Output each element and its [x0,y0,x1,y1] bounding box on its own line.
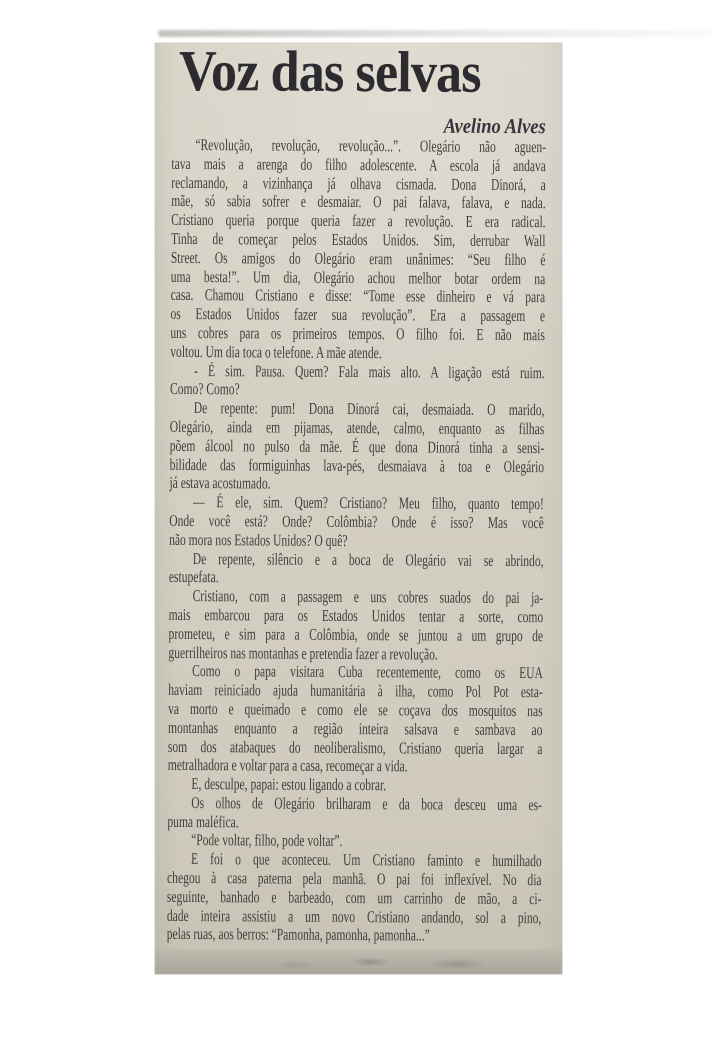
text-line: Como? Como? [170,379,240,399]
text-line: casa. Chamou Cristiano e disse: “Tome esse dinheiro e vá para [170,285,546,307]
text-line: Tinha de começar pelos Estados Unidos. Sim, derrubar Wall [170,228,546,251]
text-line: va morto e queimado e como ele se coçava dos mosquitos nas [168,698,543,721]
text-line: seguinte, banhado e barbeado, com um carrinho de mão, a ci- [166,886,542,909]
text-line: tava mais a arenga do filho adolescente. A escola já andava [171,153,546,176]
text-line: os Estados Unidos fazer sua revolução”. Era a passagem e [170,304,546,326]
paragraph [169,399,544,495]
text-line: puma maléfica. [167,811,239,832]
text-line: estupefata. [168,567,219,587]
text-line: Cristiano, com a passagem e uns cobres suados do pai ja- [192,586,544,608]
paragraph [170,136,546,364]
text-line: De repente: pum! Dona Dinorá cai, desmaiada. O marido, [193,398,545,420]
text-line: dade inteira assistiu a um novo Cristiano andando, sol a pino, [166,905,542,927]
article-byline: Avelino Alves [443,113,546,139]
paragraph [169,549,544,589]
paragraph [167,850,542,946]
text-line: uma besta!”. Um dia, Olegário achou melhor botar ordem na [170,266,546,288]
text-line: montanhas enquanto a região inteira salsava e sambava ao [167,717,543,739]
text-line: guerrilheiros nas montanhas e pretendia fazer a revolução. [168,642,438,664]
article-title: Voz das selvas [178,37,481,105]
article-body [167,136,546,947]
text-line: Onde você está? Onde? Colômbia? Onde é isso? Mas você [169,510,544,533]
text-line: “Pode voltar, filho, pode voltar”. [191,830,343,851]
text-line: metralhadora e voltar para a casa, recomeçar a vida. [167,755,408,776]
text-line: haviam reiniciado ajuda humanitária à ilha, como Pol Pot esta- [168,680,543,702]
text-line: som dos atabaques do neoliberalismo, Cristiano queria largar a [167,736,543,758]
text-line: - É sim. Pausa. Quem? Fala mais alto. A ligação está ruim. [193,360,545,382]
scan-cutoff-band [155,949,562,974]
text-line: De repente, silêncio e a boca de Olegário vai se abrindo, [192,548,544,570]
text-line: não mora nos Estados Unidos? O quê? [169,529,348,550]
text-line: Olegário, ainda em pijamas, atende, calmo, enquanto as filhas [169,416,545,439]
text-line: E foi o que aconteceu. Um Cristiano faminto e humilhado [190,849,542,871]
paragraph [169,493,544,552]
text-line: Street. Os amigos do Olegário eram unânimes: “Seu filho é [170,247,546,269]
text-line: E, desculpe, papai: estou ligando a cobrar. [191,774,387,795]
text-line: mais embarcou para os Estados Unidos tentar a sorte, como [168,604,544,627]
text-line: mãe, só sabia sofrer e desmaiar. O pai falava, falava, e nada. [171,191,546,213]
scan-artifact-streak [158,30,714,37]
text-line: uns cobres para os primeiros tempos. O filho foi. E não mais [170,322,545,345]
paragraph [167,794,542,834]
text-line: reclamando, a vizinhança já olhava cismada. Dona Dinorá, a [171,172,546,194]
clipping-content [149,37,562,976]
text-line: — É ele, sim. Quem? Cristiano? Meu filho, quanto tempo! [193,492,544,514]
text-line: Cristiano queria porque queria fazer a revolução. E era radical. [171,210,546,232]
text-line: já estava acostumado. [169,473,271,493]
text-line: Os olhos de Olegário brilharam e da boca desceu uma es- [191,792,543,815]
text-line: chegou à casa paterna pela manhã. O pai foi inflexível. No dia [167,867,542,890]
paragraph [168,662,543,777]
paragraph [170,361,545,401]
text-line: põem álcool no pulso da mãe. É que dona Dinorá tinha a sensi- [169,435,545,457]
text-line: pelas ruas, aos berros: “Pamonha, pamonha, pamonha...” [166,924,430,945]
newspaper-clipping [155,37,562,974]
paragraph [168,587,543,664]
text-line: Como o papa visitara Cuba recentemente, como os EUA [192,661,543,683]
text-line: “Revolução, revolução, revolução...”. Olegário não aguen- [195,135,547,157]
text-line: prometeu, e sim para a Colômbia, onde se juntou a um grupo de [168,623,544,645]
text-line: voltou. Um dia toca o telefone. A mãe atende. [170,341,382,362]
text-line: bilidade das formiguinhas lava-pés, desmaiava à toa e Olegário [169,454,545,476]
